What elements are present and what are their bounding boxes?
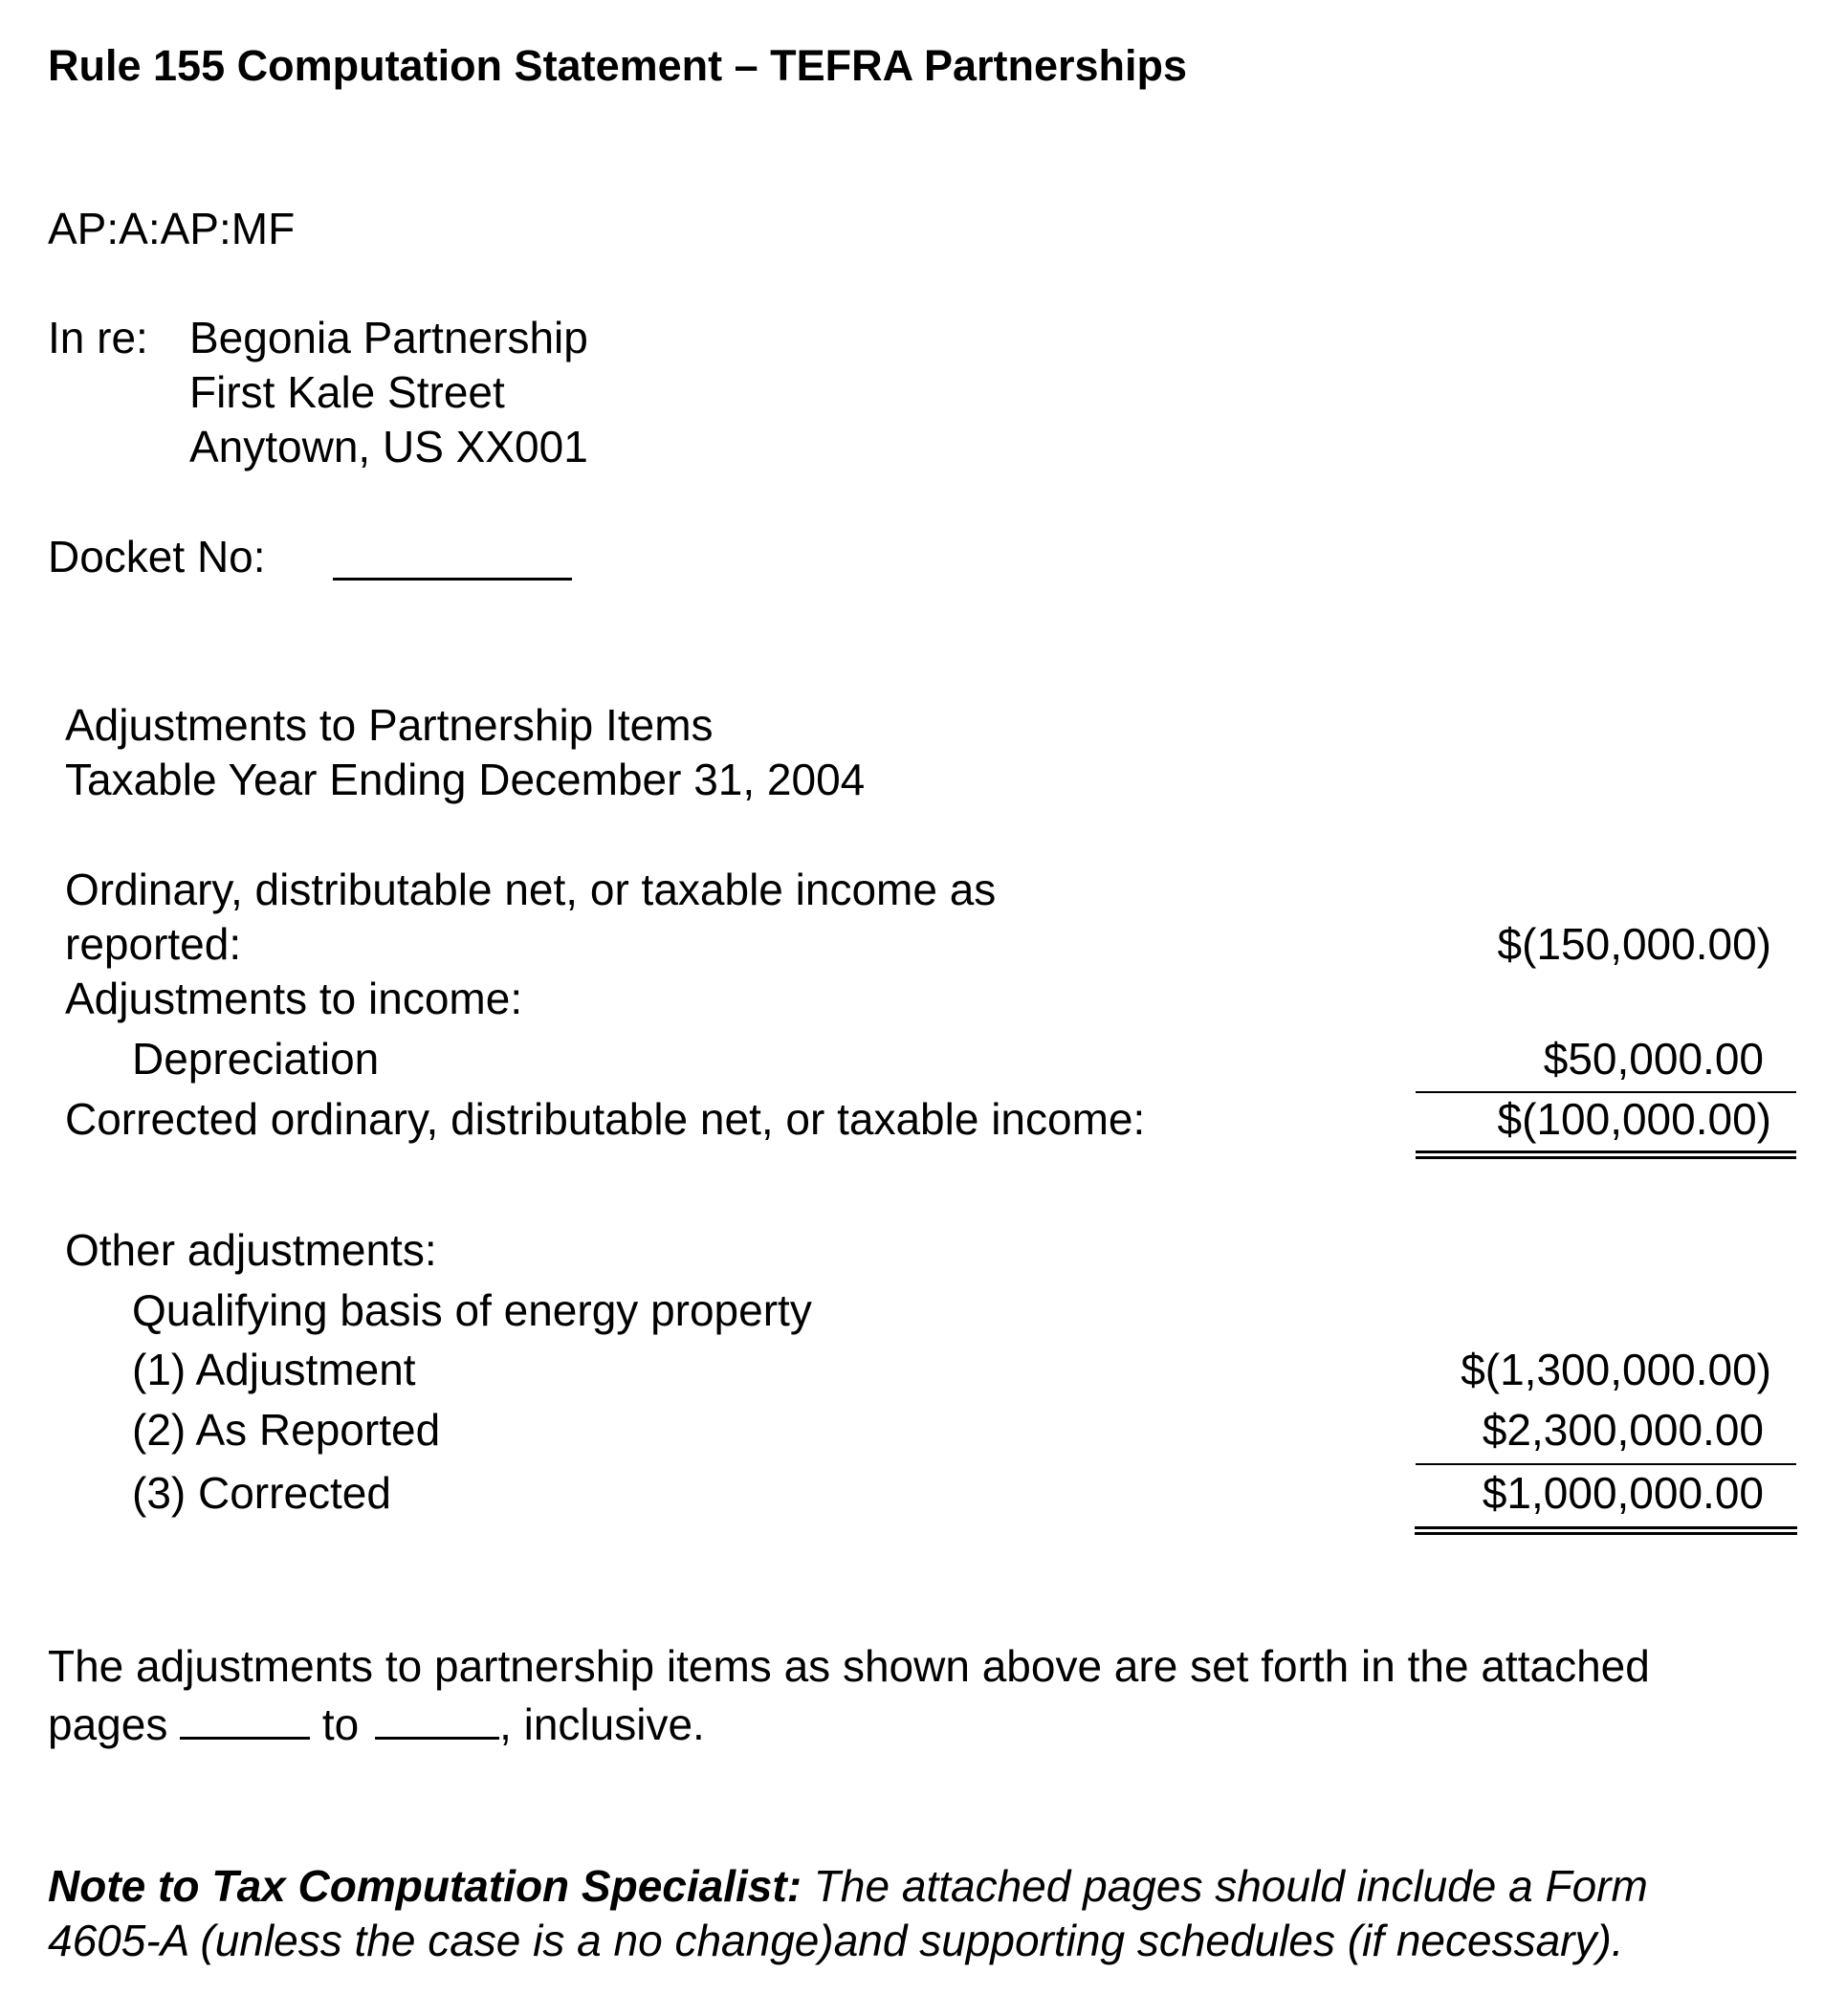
total-double-rule <box>1416 1150 1796 1159</box>
pages-statement-line2 <box>48 1698 705 1749</box>
as-reported-row-label: (2) As Reported <box>132 1405 441 1455</box>
note-line2: 4605-A (unless the case is a no change)and supporting schedules (if necessary). <box>48 1916 1624 1965</box>
in-re-label: In re: <box>48 313 148 362</box>
as-reported-row-value: $2,300,000.00 <box>1482 1405 1764 1455</box>
pages-word: pages <box>48 1699 168 1749</box>
corrected-row-value: $1,000,000.00 <box>1482 1468 1764 1518</box>
note-label: Note to Tax Computation Specialist: <box>48 1861 802 1911</box>
pages-statement-line1: The adjustments to partnership items as shown above are set forth in the attached <box>48 1641 1650 1691</box>
reported-income-label: Ordinary, distributable net, or taxable income as <box>65 865 997 914</box>
address-city: Anytown, US XX001 <box>189 422 588 471</box>
address-street: First Kale Street <box>189 367 505 417</box>
to-page-field[interactable] <box>375 1698 499 1740</box>
note-text: The attached pages should include a Form <box>802 1861 1648 1911</box>
reported-income-label-cont: reported: <box>65 919 242 969</box>
section-heading: Adjustments to Partnership Items <box>65 700 714 750</box>
adjustment-row-value: $(1,300,000.00) <box>1461 1345 1771 1394</box>
energy-property-label: Qualifying basis of energy property <box>132 1285 812 1335</box>
to-word: to <box>321 1699 360 1749</box>
depreciation-label: Depreciation <box>132 1034 380 1084</box>
partnership-name: Begonia Partnership <box>189 313 588 362</box>
corrected-income-value: $(100,000.00) <box>1497 1094 1771 1144</box>
other-adjustments-label: Other adjustments: <box>65 1225 437 1275</box>
page-title: Rule 155 Computation Statement – TEFRA Partnerships <box>48 41 1188 90</box>
energy-subtotal-rule <box>1416 1463 1796 1465</box>
docket-label: Docket No: <box>48 532 266 581</box>
section-subheading: Taxable Year Ending December 31, 2004 <box>65 755 866 804</box>
depreciation-value: $50,000.00 <box>1543 1034 1764 1084</box>
reported-income-value: $(150,000.00) <box>1497 919 1771 969</box>
docket-number-field[interactable] <box>333 578 572 581</box>
office-code: AP:A:AP:MF <box>48 204 296 253</box>
adjustments-to-income-label: Adjustments to income: <box>65 974 523 1023</box>
from-page-field[interactable] <box>180 1698 310 1740</box>
adjustment-row-label: (1) Adjustment <box>132 1345 416 1394</box>
inclusive-text: , inclusive. <box>499 1699 705 1749</box>
energy-total-double-rule <box>1415 1526 1797 1535</box>
corrected-income-label: Corrected ordinary, distributable net, or taxable income: <box>65 1094 1146 1144</box>
note-line1 <box>48 1861 1648 1911</box>
subtotal-rule <box>1416 1091 1796 1093</box>
corrected-row-label: (3) Corrected <box>132 1468 391 1518</box>
